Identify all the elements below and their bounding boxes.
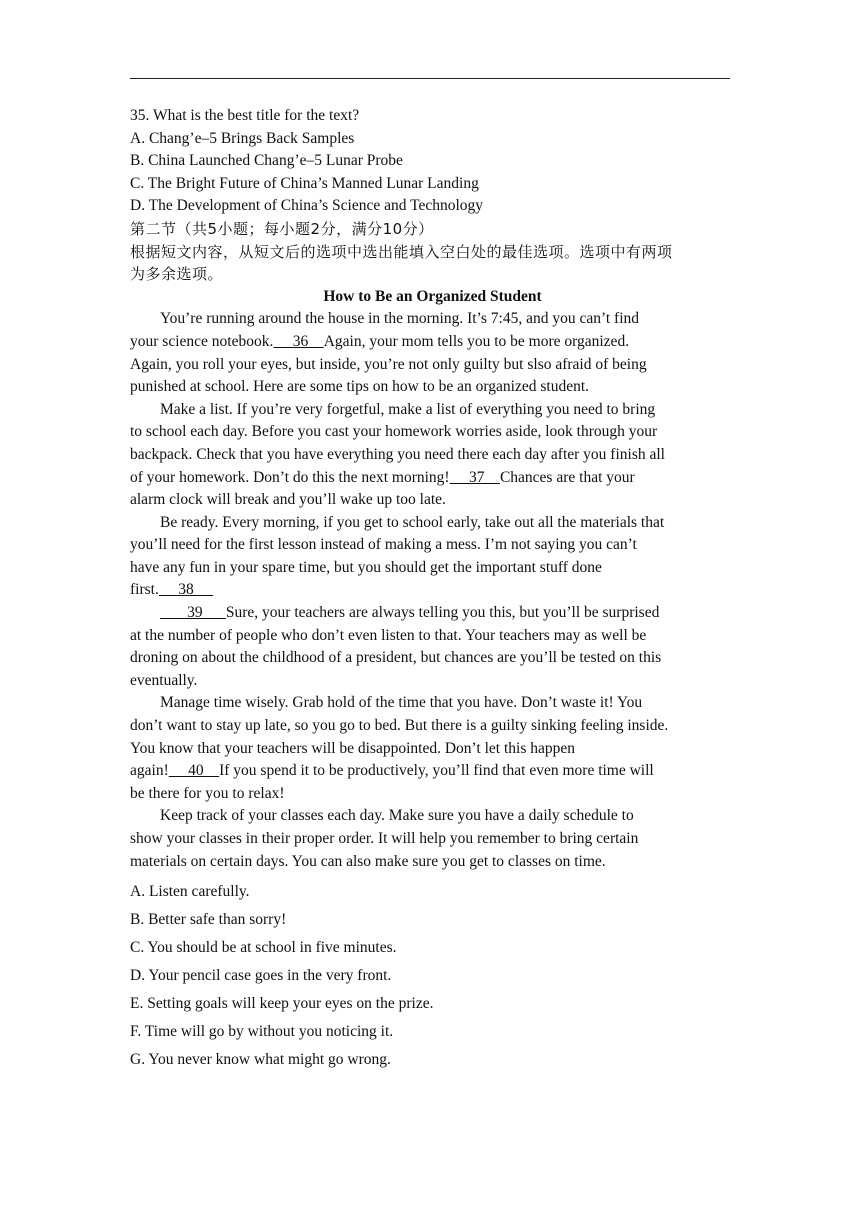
paragraph-5-line: Manage time wisely. Grab hold of the time that you have. Don’t waste it! You bbox=[160, 694, 643, 712]
paragraph-3-line: you’ll need for the first lesson instead of making a mess. I’m not saying you can’t bbox=[130, 536, 637, 554]
paragraph-5-line bbox=[130, 760, 735, 783]
paragraph-2-line: to school each day. Before you cast your homework worries aside, look through your bbox=[130, 423, 658, 441]
answer-option-d: D. Your pencil case goes in the very front. bbox=[130, 967, 392, 985]
answer-option-b: B. Better safe than sorry! bbox=[130, 911, 287, 929]
answer-option-c: C. You should be at school in five minutes. bbox=[130, 939, 397, 957]
paragraph-6-line: show your classes in their proper order. It will help you remember to bring certain bbox=[130, 830, 639, 847]
passage-title: How to Be an Organized Student bbox=[323, 287, 542, 305]
paragraph-2-line: Make a list. If you’re very forgetful, make a list of everything you need to bring bbox=[160, 400, 656, 418]
paragraph-2-line bbox=[130, 467, 735, 490]
question-35-option-c: C. The Bright Future of China’s Manned Lunar Landing bbox=[130, 174, 479, 192]
question-35-stem: 35. What is the best title for the text? bbox=[130, 107, 360, 124]
text-run: Sure, your teachers are always telling you this, but you’ll be surprised bbox=[225, 604, 660, 622]
answer-options-list bbox=[130, 878, 735, 1074]
text-run: If you spend it to be productively, you’ll find that even more time will bbox=[219, 762, 654, 780]
header-rule bbox=[130, 78, 730, 79]
paragraph-4-line: at the number of people who don’t even listen to that. Your teachers may as well be bbox=[130, 626, 647, 644]
paragraph-1-line bbox=[130, 331, 735, 354]
text-run: your science notebook. bbox=[130, 332, 274, 350]
paragraph-3-line: have any fun in your spare time, but you should get the important stuff done bbox=[130, 558, 602, 576]
blank-40: 40 bbox=[168, 762, 220, 780]
paragraph-6-line: Keep track of your classes each day. Make sure you have a daily schedule to bbox=[160, 807, 634, 825]
section-2-instruction: 根据短文内容，从短文后的选项中选出能填入空白处的最佳选项。选项中有两项 bbox=[130, 242, 673, 261]
paragraph-1-line: You’re running around the house in the morning. It’s 7:45, and you can’t find bbox=[160, 310, 640, 328]
text-run: first. bbox=[130, 581, 159, 599]
paragraph-4-line bbox=[130, 602, 735, 625]
paragraph-4-line: droning on about the childhood of a president, but chances are you’ll be tested on this bbox=[130, 649, 662, 667]
text-run: again! bbox=[130, 762, 169, 780]
paragraph-5-line: be there for you to relax! bbox=[130, 784, 285, 802]
paragraph-2-line: backpack. Check that you have everything you need there each day after you finish all bbox=[130, 445, 665, 463]
blank-37: 37 bbox=[449, 468, 500, 486]
text-run: of your homework. Don’t do this the next morning! bbox=[130, 468, 450, 486]
blank-36: 36 bbox=[273, 332, 324, 350]
section-2-instruction-cont: 为多余选项。 bbox=[130, 265, 224, 284]
answer-option-e: E. Setting goals will keep your eyes on the prize. bbox=[130, 995, 434, 1013]
paragraph-4-line: eventually. bbox=[130, 671, 198, 689]
question-35-option-a: A. Chang’e–5 Brings Back Samples bbox=[130, 129, 355, 147]
question-35-option-d: D. The Development of China’s Science and Technology bbox=[130, 197, 484, 215]
answer-option-a: A. Listen carefully. bbox=[130, 883, 250, 901]
answer-option-f: F. Time will go by without you noticing it. bbox=[130, 1023, 394, 1041]
blank-39: 39 bbox=[160, 604, 226, 622]
paragraph-5-line: don’t want to stay up late, so you go to bed. But there is a guilty sinking feeling inside. bbox=[130, 717, 669, 735]
paragraph-3-line bbox=[130, 579, 735, 602]
paragraph-2-line: alarm clock will break and you’ll wake up too late. bbox=[130, 491, 446, 509]
text-run: Chances are that your bbox=[499, 468, 635, 486]
paragraph-1-line: punished at school. Here are some tips on how to be an organized student. bbox=[130, 378, 590, 396]
paragraph-1-line: Again, you roll your eyes, but inside, you’re not only guilty but slso afraid of being bbox=[130, 355, 647, 373]
section-2-header: 第二节（共5小题；每小题2分，满分10分） bbox=[130, 219, 434, 238]
question-35-option-b: B. China Launched Chang’e–5 Lunar Probe bbox=[130, 152, 403, 170]
document-body bbox=[130, 105, 735, 1074]
answer-option-g: G. You never know what might go wrong. bbox=[130, 1051, 391, 1069]
paragraph-6-line: materials on certain days. You can also make sure you get to classes on time. bbox=[130, 852, 606, 870]
blank-38: 38 bbox=[158, 581, 214, 599]
paragraph-5-line: You know that your teachers will be disappointed. Don’t let this happen bbox=[130, 739, 575, 757]
paragraph-3-line: Be ready. Every morning, if you get to school early, take out all the materials that bbox=[160, 513, 665, 531]
text-run: Again, your mom tells you to be more organized. bbox=[323, 332, 630, 350]
